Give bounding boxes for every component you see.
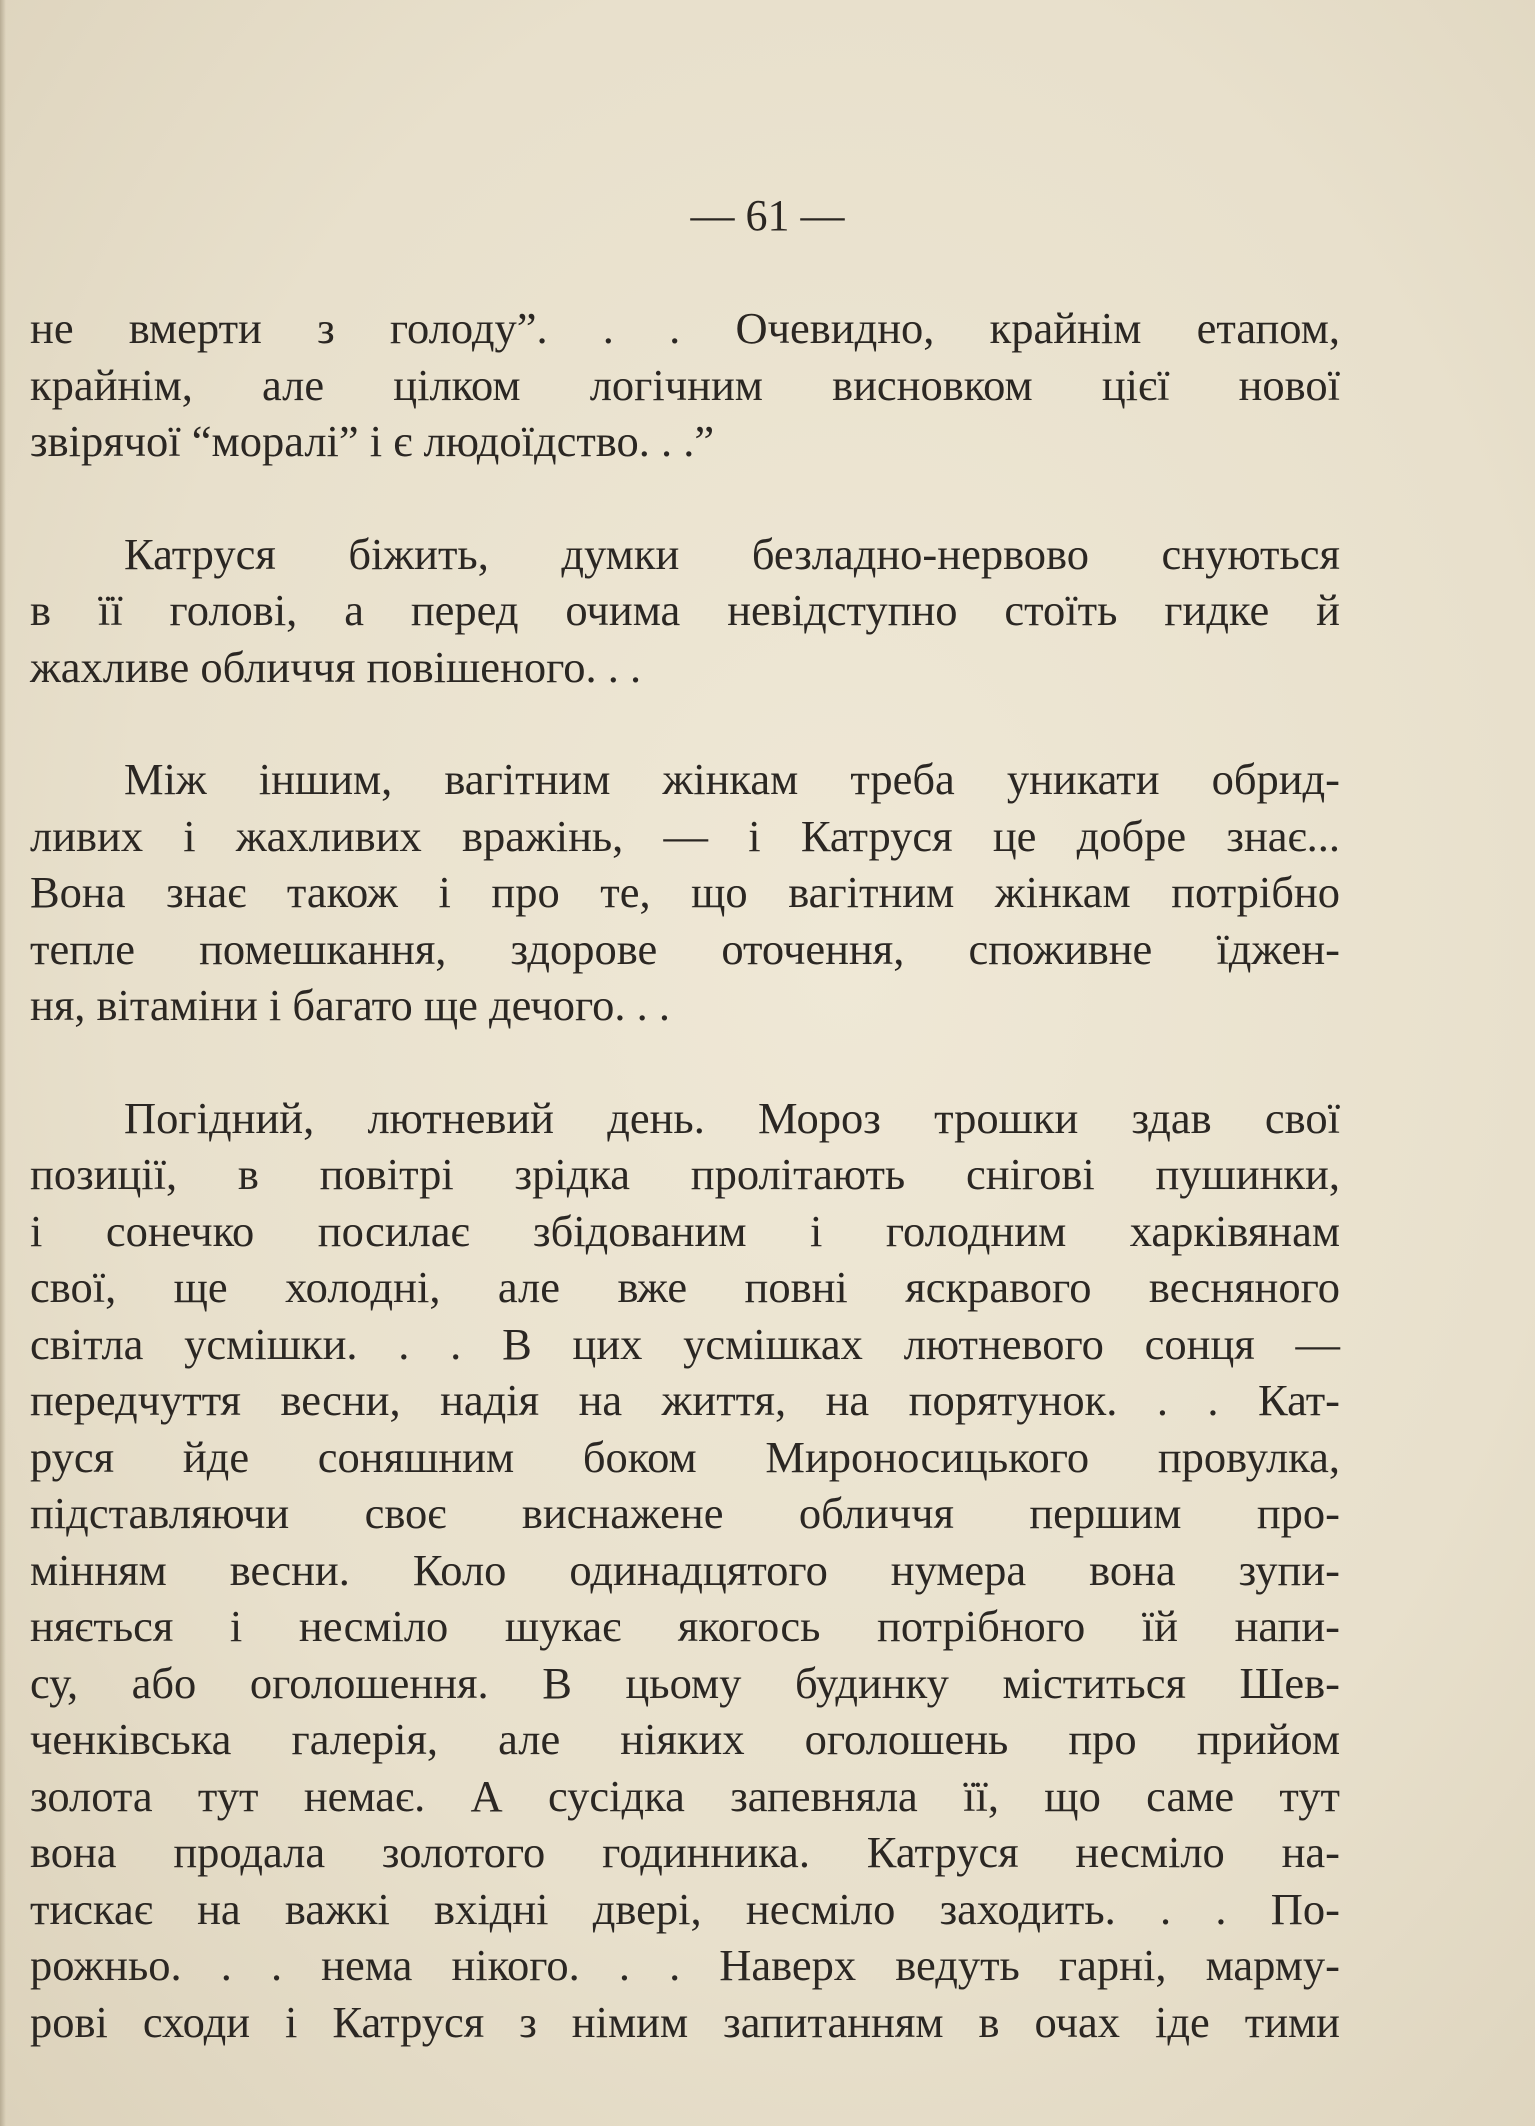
text-line: тепле помешкання, здорове оточення, споживне їджен- [30, 923, 1340, 974]
paragraph-4 [30, 1090, 1340, 2051]
text-line: Між іншим, вагітним жінкам треба уникати обрид- [124, 754, 1340, 804]
text-line: ня, вітаміни і багато ще дечого. . . [30, 980, 670, 1030]
text-line: підставляючи своє виснажене обличчя першим про- [30, 1488, 1340, 1538]
text-line: рожньо. . . нема нікого. . . Наверх ведуть гарні, марму- [30, 1940, 1340, 1990]
text-line: ченківська галерія, але ніяких оголошень про прийом [30, 1714, 1340, 1764]
text-line: в її голові, а перед очима невідступно стоїть гидке й [30, 585, 1340, 635]
text-line: рові сходи і Катруся з німим запитанням в очах іде тими [30, 1996, 1340, 2047]
text-line: мінням весни. Коло одинадцятого нумера вона зупи- [30, 1544, 1340, 1595]
text-line: світла усмішки. . . В цих усмішках лютневого сонця — [30, 1318, 1340, 1369]
text-line: руся йде соняшним боком Мироносицького провулка, [30, 1431, 1340, 1482]
text-line: крайнім, але цілком логічним висновком цієї нової [30, 359, 1340, 410]
text-line: свої, ще холодні, але вже повні яскравого весняного [30, 1262, 1340, 1312]
text-line: тискає на важкі вхідні двері, несміло заходить. . . По- [30, 1883, 1340, 1934]
text-line: Катруся біжить, думки безладно-нервово снуються [124, 528, 1340, 579]
paragraph-3 [30, 751, 1340, 1034]
page-number: — 61 — [690, 191, 845, 240]
paragraph-1 [30, 300, 1340, 470]
page-edge-shadow [0, 0, 6, 2126]
text-line: не вмерти з голоду”. . . Очевидно, крайнім етапом, [30, 303, 1340, 353]
text-line: золота тут немає. А сусідка запевняла її, що саме тут [30, 1770, 1340, 1821]
text-line: ливих і жахливих вражінь, — і Катруся це добре знає... [30, 810, 1340, 861]
body-text [30, 300, 1340, 2106]
text-line: жахливе обличчя повішеного. . . [30, 641, 642, 692]
text-line: і сонечко посилає збідованим і голодним харківянам [30, 1205, 1340, 1256]
text-line: передчуття весни, надія на життя, на порятунок. . . Кат- [30, 1375, 1340, 1425]
text-line: вона продала золотого годинника. Катруся несміло на- [30, 1827, 1340, 1877]
text-line: Вона знає також і про те, що вагітним жінкам потрібно [30, 867, 1340, 917]
text-line: су, або оголошення. В цьому будинку міститься Шев- [30, 1657, 1340, 1708]
paragraph-2 [30, 526, 1340, 696]
text-line: няється і несміло шукає якогось потрібного їй напи- [30, 1601, 1340, 1651]
text-line: позиції, в повітрі зрідка пролітають снігові пушинки, [30, 1149, 1340, 1199]
text-line: звірячої “моралі” і є людоїдство. . .” [30, 416, 715, 466]
text-line: Погідний, лютневий день. Мороз трошки здав свої [124, 1092, 1340, 1143]
